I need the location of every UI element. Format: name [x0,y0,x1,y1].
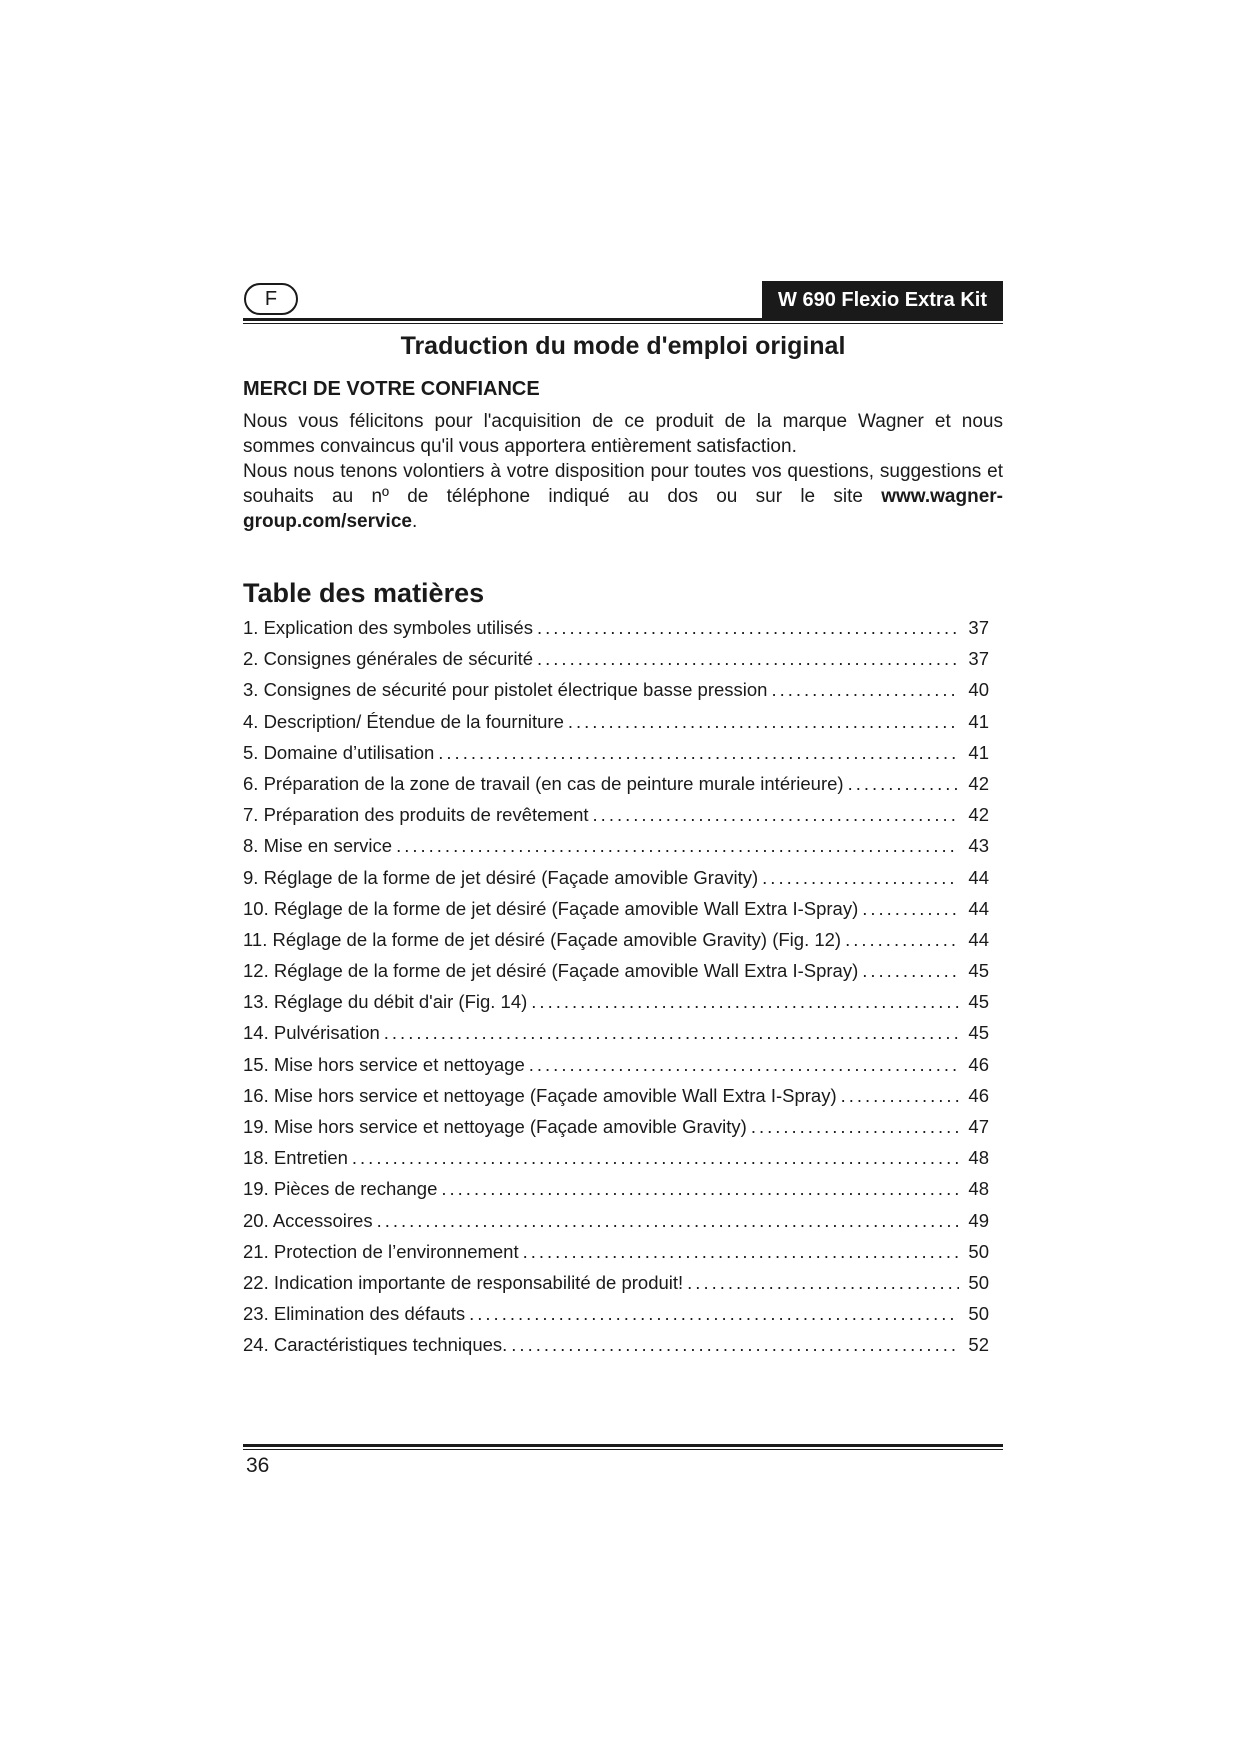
toc-entry-label: 11. Réglage de la forme de jet désiré (Façade amovible Gravity) (Fig. 12) [243,928,842,950]
toc-leader-dots [523,1241,959,1263]
toc-entry[interactable] [243,711,989,742]
intro-heading: MERCI DE VOTRE CONFIANCE [243,378,540,400]
toc-leader-dots [862,960,959,982]
toc-leader-dots [531,991,959,1013]
service-link[interactable]: www.wagner-group.com/service [243,486,1003,532]
toc-leader-dots [687,1272,959,1294]
toc-leader-dots [771,679,959,701]
page-number: 36 [246,1454,270,1477]
toc-entry[interactable] [243,1178,989,1209]
toc-entry[interactable] [243,1241,989,1272]
toc-entry-label: 10. Réglage de la forme de jet désiré (Façade amovible Wall Extra I-Spray) [243,897,859,919]
toc-entry-label: 3. Consignes de sécurité pour pistolet électrique basse pression [243,679,768,701]
toc-leader-dots [537,648,959,670]
toc-entry-page: 40 [968,679,989,701]
toc-leader-dots [529,1054,959,1076]
toc-entry-page: 48 [968,1147,989,1169]
toc-entry[interactable] [243,1054,989,1085]
toc-entry-page: 44 [968,897,989,919]
toc-leader-dots [848,773,959,795]
toc-entry-label: 16. Mise hors service et nettoyage (Façade amovible Wall Extra I-Spray) [243,1084,837,1106]
toc-entry[interactable] [243,1085,989,1116]
toc-leader-dots [396,835,959,857]
intro-paragraph-2 [243,459,1003,534]
toc-entry-page: 50 [968,1240,989,1262]
header-rule-thin [243,323,1003,324]
toc-entry-label: 22. Indication importante de responsabilité de produit! [243,1271,684,1293]
toc-entry-page: 42 [968,804,989,826]
toc-entry[interactable] [243,617,989,648]
toc-leader-dots [762,867,959,889]
toc-entry[interactable] [243,773,989,804]
toc-entry-label: 4. Description/ Étendue de la fourniture [243,710,564,732]
page-title: Traduction du mode d'emploi original [400,332,846,360]
toc-entry-page: 48 [968,1178,989,1200]
toc-entry[interactable] [243,1272,989,1303]
toc-leader-dots [841,1085,959,1107]
toc-entry[interactable] [243,1116,989,1147]
intro-paragraph-2-end: . [411,511,418,532]
toc-entry[interactable] [243,1210,989,1241]
intro-paragraph-1: Nous vous félicitons pour l'acquisition de ce produit de la marque Wagner et nous sommes convaincus qu'il vous apportera entièrement satisfaction. [243,411,1003,457]
toc-entry-label: 5. Domaine d’utilisation [243,741,435,763]
toc-leader-dots [438,742,959,764]
toc-entry[interactable] [243,898,989,929]
toc-leader-dots [537,617,959,639]
toc-entry-page: 47 [968,1116,989,1137]
toc-entry-label: 14. Pulvérisation [243,1022,380,1044]
toc-entry-page: 43 [968,835,989,857]
toc-leader-dots [568,711,959,733]
toc-entry-page: 41 [968,741,989,763]
footer-rule-thin [243,1449,1003,1450]
toc-leader-dots [469,1303,959,1325]
toc-leader-dots [441,1178,959,1200]
toc-entry-page: 44 [968,866,989,888]
toc-entry-label: 2. Consignes générales de sécurité [243,648,534,670]
toc-entry[interactable] [243,929,989,960]
toc-entry-page: 46 [968,1084,989,1106]
toc-leader-dots [352,1147,959,1169]
toc-entry-page: 50 [968,1303,989,1325]
toc-entry-label: 6. Préparation de la zone de travail (en cas de peinture murale intérieure) [243,772,844,794]
toc-entry[interactable] [243,867,989,898]
toc-entry-label: 19. Mise hors service et nettoyage (Façade amovible Gravity) [243,1116,747,1137]
toc-entry-label: 21. Protection de l’environnement [243,1240,519,1262]
toc-entry-page: 46 [968,1053,989,1075]
toc-entry[interactable] [243,960,989,991]
toc-entry-page: 45 [968,991,989,1013]
toc-entry-label: 23. Elimination des défauts [243,1303,466,1325]
toc-entry-label: 7. Préparation des produits de revêtement [243,804,589,826]
table-of-contents [243,617,989,1366]
toc-entry[interactable] [243,742,989,773]
toc-entry[interactable] [243,679,989,710]
toc-entry-page: 45 [968,960,989,982]
toc-entry[interactable] [243,991,989,1022]
toc-entry-page: 42 [968,772,989,794]
toc-entry-label: 15. Mise hors service et nettoyage [243,1053,525,1075]
toc-entry[interactable] [243,1147,989,1178]
toc-entry[interactable] [243,1303,989,1334]
toc-leader-dots [511,1334,959,1356]
language-badge: F [244,283,298,315]
toc-entry[interactable] [243,648,989,679]
toc-leader-dots [377,1210,959,1232]
toc-entry-label: 8. Mise en service [243,835,393,857]
toc-entry-page: 52 [968,1334,989,1356]
toc-entry[interactable] [243,1334,989,1365]
toc-leader-dots [593,804,959,826]
toc-entry-page: 44 [968,928,989,950]
toc-entry-page: 49 [968,1209,989,1231]
intro-section [243,378,1003,534]
toc-entry-label: 20. Accessoires [243,1209,373,1231]
toc-entry-page: 50 [968,1271,989,1293]
toc-entry-label: 24. Caractéristiques techniques. [243,1334,508,1356]
toc-entry-label: 13. Réglage du débit d'air (Fig. 14) [243,991,528,1013]
toc-entry[interactable] [243,804,989,835]
toc-entry-label: 19. Pièces de rechange [243,1178,438,1200]
toc-entry-label: 18. Entretien [243,1147,348,1169]
intro-paragraph-2-text: Nous nous tenons volontiers à votre disposition pour toutes vos questions, suggestions et souhaits au nº de téléphone indiqué au dos ou sur le site [243,461,1003,507]
header-rule [243,318,1003,321]
toc-entry-page: 41 [968,710,989,732]
toc-leader-dots [862,898,959,920]
toc-entry[interactable] [243,1022,989,1053]
toc-entry[interactable] [243,835,989,866]
toc-entry-page: 45 [968,1022,989,1044]
toc-entry-label: 1. Explication des symboles utilisés [243,617,533,638]
toc-leader-dots [845,929,959,951]
toc-entry-label: 9. Réglage de la forme de jet désiré (Façade amovible Gravity) [243,866,759,888]
footer-rule [243,1444,1003,1447]
toc-entry-label: 12. Réglage de la forme de jet désiré (Façade amovible Wall Extra I-Spray) [243,960,859,982]
toc-entry-page: 37 [968,617,989,638]
product-title: W 690 Flexio Extra Kit [762,281,1003,319]
toc-entry-page: 37 [968,648,989,670]
toc-heading: Table des matières [243,578,485,608]
toc-leader-dots [751,1116,959,1138]
toc-leader-dots [384,1022,959,1044]
